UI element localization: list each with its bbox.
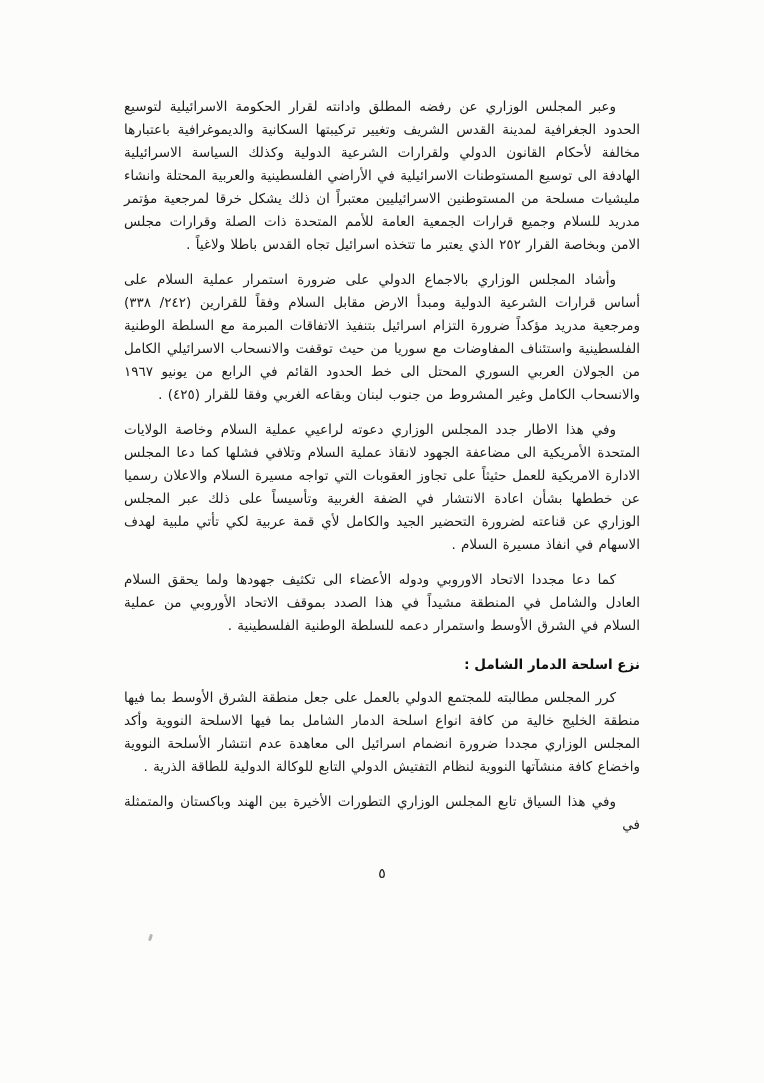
paragraph-eu-appeal: كما دعا مجددا الاتحاد الاوروبي ودوله الأعضاء الى تكثيف جهودها ولما يحقق السلام العادل والشامل في المنطقة مشيداً في هذا الصدد بموقف الاتحاد الأوروبي من عملية السلام في الشرق الأوسط واستمرار دعمه للسلطة الوطنية الفلسطينية . (124, 572, 640, 634)
paragraph-peace-process-basis: وأشاد المجلس الوزاري بالاجماع الدولي على ضرورة استمرار عملية السلام على أساس قرارات الشرعية الدولية ومبدأ الارض مقابل السلام وفقاً للقرارين (٢٤٢/ ٣٣٨) ومرجعية مدريد مؤكداً ضرورة التزام اسرائيل بتنفيذ الاتفاقات المبرمة مع السلطة الوطنية الفلسطينية واستئناف المفاوضات مع سوريا من حيث توقفت والانسحاب الاسرائيلي الكامل من الجولان العربي السوري المحتل الى خط الحدود القائم في الرابع من يونيو ١٩٦٧ والانسحاب الكامل وغير المشروط من جنوب لبنان وبقاعه الغربي وفقا للقرار (٤٢٥) . (124, 272, 640, 403)
paragraph-wmd-free-zone: كرر المجلس مطالبته للمجتمع الدولي بالعمل على جعل منطقة الشرق الأوسط بما فيها منطقة الخليج خالية من كافة انواع اسلحة الدمار الشامل بما فيها الاسلحة النووية وأكد المجلس الوزاري مجددا ضرورة انضمام اسرائيل الى معاهدة عدم انتشار الأسلحة النووية واخضاع كافة منشآتها النووية لنظام التفتيش الدولي التابع للوكالة الدولية للطاقة الذرية . (124, 690, 640, 775)
scan-artifact-mark (148, 934, 153, 942)
section-heading-wmd-disarmament: نزع اسلحة الدمار الشامل : (464, 657, 640, 673)
paragraph-india-pakistan: وفي هذا السياق تابع المجلس الوزاري التطورات الأخيرة بين الهند وباكستان والمتمثلة في (124, 794, 640, 833)
document-body (124, 96, 640, 849)
paragraph-us-sponsors-appeal: وفي هذا الاطار جدد المجلس الوزاري دعوته لراعيي عملية السلام وخاصة الولايات المتحدة الأمريكية الى مضاعفة الجهود لانقاذ عملية السلام وتلافي فشلها كما دعا المجلس الادارة الامريكية للعمل حثيثاً على تجاوز العقوبات التي تواجه مسيرة السلام والاعلان رسميا عن خططها بشأن اعادة الانتشار في الضفة الغربية وتأسيساً على ذلك عبر المجلس الوزاري عن قناعته لضرورة التحضير الجيد والكامل لأي قمة عربية لكي تأتي ملبية لهدف الاسهام في انفاذ مسيرة السلام . (124, 422, 640, 553)
page-number: ٥ (378, 866, 386, 882)
paragraph-jerusalem-condemnation: وعبر المجلس الوزاري عن رفضه المطلق وادانته لقرار الحكومة الاسرائيلية لتوسيع الحدود الجغرافية لمدينة القدس الشريف وتغيير تركيبتها السكانية والديموغرافية باعتبارها مخالفة لأحكام القانون الدولي ولقرارات الشرعية الدولية وكذلك السياسة الاسرائيلية الهادفة الى توسيع المستوطنات الاسرائيلية في الأراضي الفلسطينية والعربية المحتلة وانشاء مليشيات مسلحة من المستوطنين الاسرائيليين معتبراً ان ذلك يشكل خرقا لمرجعية مؤتمر مدريد للسلام وجميع قرارات الجمعية العامة للأمم المتحدة ذات الصلة وقرارات مجلس الامن وبخاصة القرار ٢٥٢ الذي يعتبر ما تتخذه اسرائيل تجاه القدس باطلا ولاغياً . (124, 99, 640, 253)
